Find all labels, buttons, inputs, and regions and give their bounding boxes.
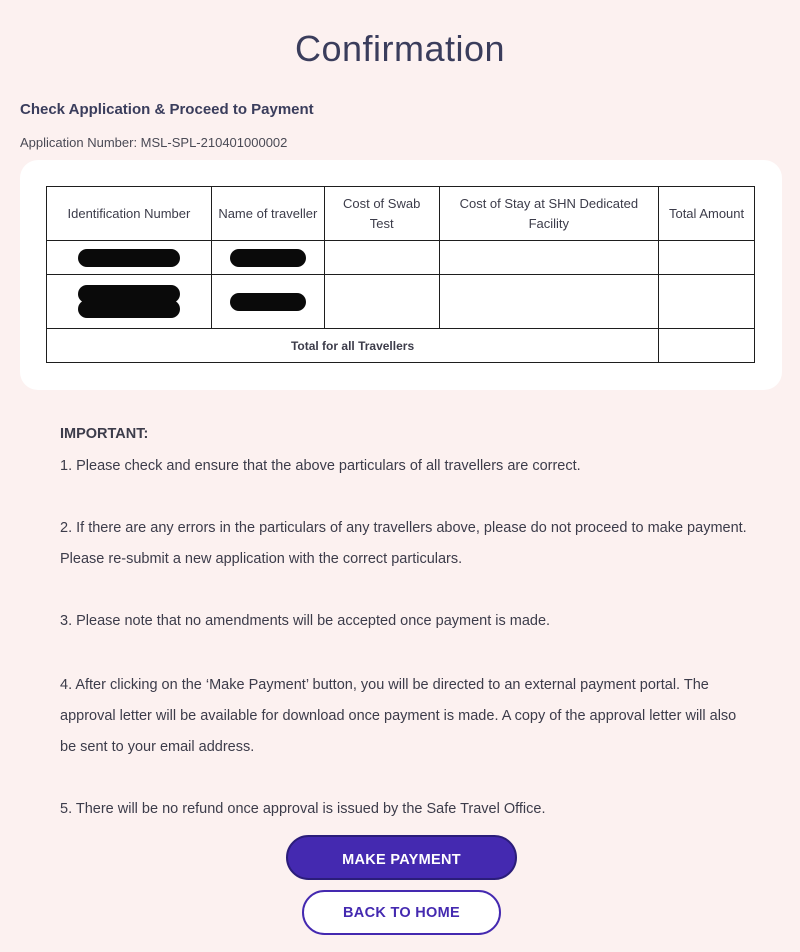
redacted-identification-number xyxy=(78,285,180,318)
column-header-identification-number: Identification Number xyxy=(47,187,212,241)
table-header-row xyxy=(47,187,755,241)
column-header-total-amount: Total Amount xyxy=(659,187,755,241)
column-header-cost-of-stay: Cost of Stay at SHN Dedicated Facility xyxy=(439,187,659,241)
redacted-traveller-name xyxy=(230,293,306,311)
application-number: Application Number: MSL-SPL-210401000002 xyxy=(20,135,288,150)
swab-cost-cell xyxy=(324,241,439,275)
note-item: 5. There will be no refund once approval is issued by the Safe Travel Office. xyxy=(60,801,546,817)
redacted-identification-number xyxy=(78,249,180,267)
column-header-name-of-traveller: Name of traveller xyxy=(211,187,324,241)
back-to-home-button[interactable]: BACK TO HOME xyxy=(302,890,501,935)
table-row xyxy=(47,275,755,329)
make-payment-button[interactable]: MAKE PAYMENT xyxy=(286,835,517,880)
traveller-name-cell xyxy=(211,275,324,329)
note-item: 4. After clicking on the ‘Make Payment’ button, you will be directed to an external payment portal. The approval letter will be available for download once payment is made. A copy of the approval letter will also be sent to your email address. xyxy=(60,677,737,755)
total-row xyxy=(47,329,755,363)
identification-number-cell xyxy=(47,241,212,275)
column-header-cost-of-swab-test: Cost of Swab Test xyxy=(324,187,439,241)
identification-number-cell xyxy=(47,275,212,329)
summary-card xyxy=(20,160,782,390)
total-amount-cell xyxy=(659,275,755,329)
total-label-cell: Total for all Travellers xyxy=(47,329,659,363)
swab-cost-cell xyxy=(324,275,439,329)
table-row xyxy=(47,241,755,275)
section-heading: Check Application & Proceed to Payment xyxy=(20,101,314,118)
total-amount-cell xyxy=(659,241,755,275)
page-title: Confirmation xyxy=(294,28,506,69)
notes-heading: IMPORTANT: xyxy=(60,426,149,442)
traveller-name-cell xyxy=(211,241,324,275)
stay-cost-cell xyxy=(439,241,659,275)
redacted-traveller-name xyxy=(230,249,306,267)
redaction-bar xyxy=(78,300,180,318)
stay-cost-cell xyxy=(439,275,659,329)
note-item: 2. If there are any errors in the particulars of any travellers above, please do not proceed to make payment. Please re-submit a new application with the correct particulars. xyxy=(60,520,747,567)
note-item: 3. Please note that no amendments will be accepted once payment is made. xyxy=(60,613,551,629)
grand-total-cell xyxy=(659,329,755,363)
traveller-cost-table xyxy=(46,186,755,363)
note-item: 1. Please check and ensure that the above particulars of all travellers are correct. xyxy=(60,458,581,474)
